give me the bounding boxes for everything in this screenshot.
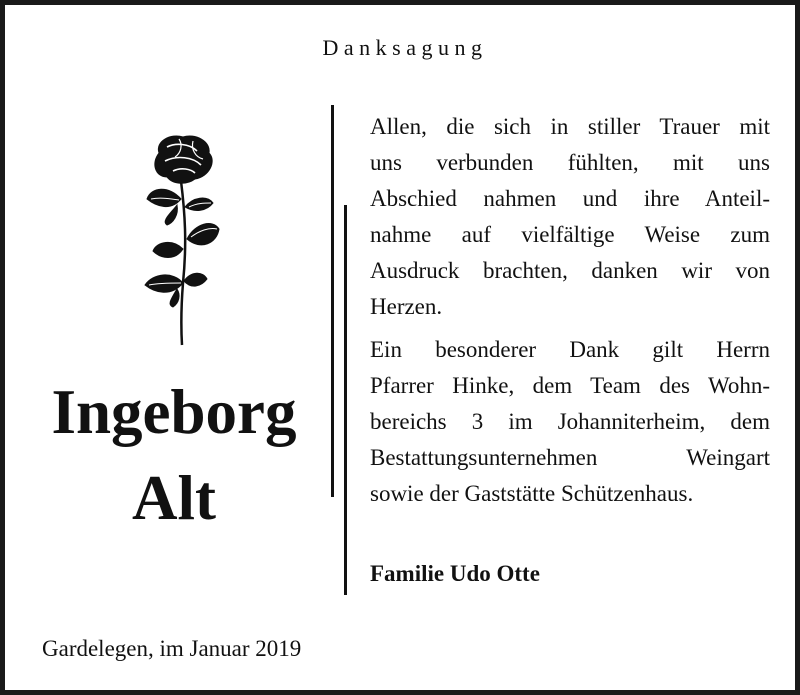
message-line: bereichs 3 im Johanniterheim, dem <box>370 409 770 434</box>
message-line: Allen, die sich in stiller Trauer mit <box>370 114 770 139</box>
message-line: Ein besonderer Dank gilt Herrn <box>370 337 770 362</box>
divider-line <box>344 205 347 595</box>
message-line: uns verbunden fühlten, mit uns <box>370 150 770 175</box>
divider-line <box>331 105 334 497</box>
signature: Familie Udo Otte <box>370 561 540 586</box>
message-line: nahme auf vielfältige Weise zum <box>370 222 770 247</box>
place-date: Gardelegen, im Januar 2019 <box>42 636 302 661</box>
deceased-last-name: Alt <box>132 463 216 533</box>
message-line: sowie der Gaststätte Schützenhaus. <box>370 481 694 506</box>
message-line: Bestattungsunternehmen Weingart <box>370 445 770 470</box>
rose-icon <box>137 133 227 348</box>
notice-heading: Danksagung <box>322 35 488 60</box>
message-line: Abschied nahmen und ihre Anteil- <box>370 186 770 211</box>
message-line: Pfarrer Hinke, dem Team des Wohn- <box>370 373 770 398</box>
message-line: Herzen. <box>370 294 443 319</box>
deceased-first-name: Ingeborg <box>51 377 297 447</box>
message-line: Ausdruck brachten, danken wir von <box>370 258 770 283</box>
